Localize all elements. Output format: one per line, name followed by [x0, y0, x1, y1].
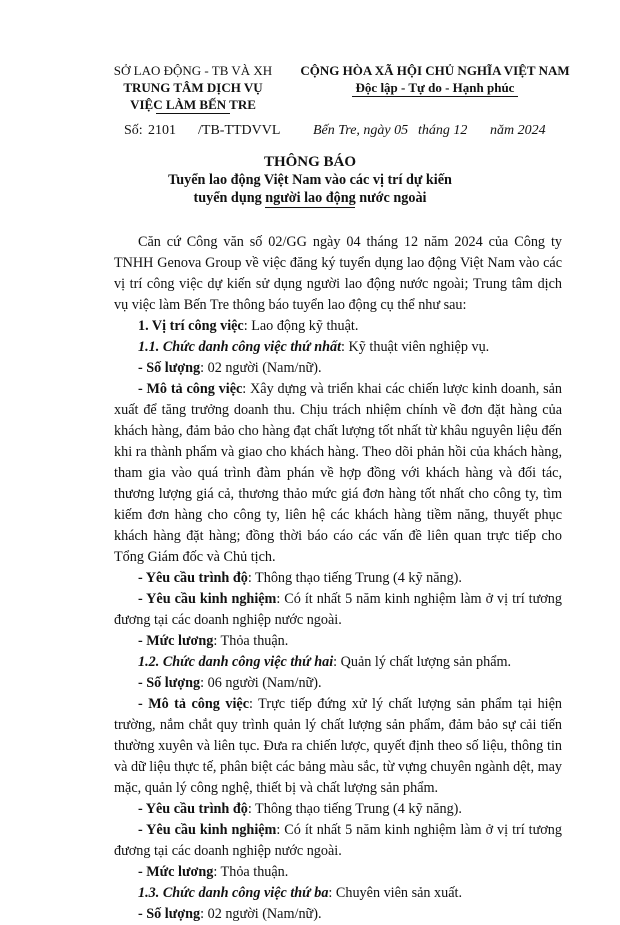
job1-education-value: : Thông thạo tiếng Trung (4 kỹ năng). [247, 570, 462, 586]
agency-name-line2: VIỆC LÀM BẾN TRE [130, 97, 256, 112]
job2-quantity-label: - Số lượng [138, 675, 201, 691]
intro-paragraph: Căn cứ Công văn số 02/GG ngày 04 tháng 12 năm 2024 của Công ty TNHH Genova Group về việc đăng ký tuyển dụng lao động Việt Nam vào các vị trí công việc dự kiến sử dụng người lao động nước ngoài; Trung tâm dịch vụ việc làm Bến Tre thông báo tuyển lao động cụ thể như sau: [114, 234, 562, 313]
date-month: tháng 12 [418, 123, 468, 138]
agency-underline [156, 113, 230, 114]
job1-salary-value: : Thỏa thuận. [213, 633, 289, 649]
job1-education-label: - Yêu cầu trình độ [138, 570, 248, 586]
job3-quantity-label: - Số lượng [138, 906, 201, 922]
job2-title-label: 1.2. Chức danh công việc thứ hai [138, 654, 334, 670]
doc-number: 2101 [148, 123, 176, 138]
job1-title-label: 1.1. Chức danh công việc thứ nhất [138, 339, 342, 355]
job1-salary-label: - Mức lương [138, 633, 214, 649]
job2-title-value: : Quản lý chất lượng sản phẩm. [333, 654, 512, 670]
job2-education [114, 799, 562, 820]
job1-description-value: : Xây dựng và triển khai các chiến lược kinh doanh, sản xuất để tăng trưởng doanh thu. Chịu trách nhiệm chính về đơn đặt hàng của khách hàng, đảm bảo cho hàng đạt chất lượng tốt nhất từ khâu nguyên liệu đến khi ra thành phẩm và giao cho khách hàng. Theo dõi phản hồi của khách hàng, tham gia vào quá trình đàm phán về hợp đồng với khách hàng và đối tác, thương lượng giá cả, thương thảo mức giá đơn hàng tốt nhất cho công ty, tìm kiếm đơn hàng cho công ty, liên hệ các khách hàng tiềm năng, thuyết phục khách hàng đặt hàng; đồng thời báo cáo các vấn đề liên quan trực tiếp cho Tổng Giám đốc và Chủ tịch. [114, 381, 562, 565]
job3-title-value: : Chuyên viên sản xuất. [328, 885, 462, 901]
job1-quantity [114, 358, 562, 379]
job1-title [114, 337, 562, 358]
job2-experience-value: : Có ít nhất 5 năm kinh nghiệm làm ở vị trí tương đương tại các doanh nghiệp nước ngoài. [114, 822, 562, 859]
job1-description [114, 379, 562, 568]
job1-quantity-value: : 02 người (Nam/nữ). [200, 360, 322, 376]
job1-title-value: : Kỹ thuật viên nghiệp vụ. [341, 339, 490, 355]
job3-title [114, 883, 562, 904]
job2-description-value: : Trực tiếp đứng xử lý chất lượng sản phẩm tại hiện trường, nắm chắt quy trình quản lý chất lượng sản phẩm, đảm bảo sự cải tiến thường xuyên và liên tục. Đưa ra chiến lược, quyết định theo số liệu, thông tin và dữ liệu thực tế, phân biệt các bảng màu sắc, từ vựng chuyên ngành dệt, may mặc, quản lý công nghệ, thiết bị và chất lượng sản phẩm. [114, 696, 562, 796]
job2-description-label: - Mô tả công việc [138, 696, 249, 712]
job3-quantity-value: : 02 người (Nam/nữ). [200, 906, 322, 922]
document-body [114, 232, 562, 925]
doc-subtitle-line2: tuyển dụng người lao động nước ngoài [193, 190, 427, 206]
job1-experience-value: : Có ít nhất 5 năm kinh nghiệm làm ở vị trí tương đương tại các doanh nghiệp nước ngoài. [114, 591, 562, 628]
doc-subtitle-line1: Tuyển lao động Việt Nam vào các vị trí dự kiến [168, 172, 452, 188]
job1-description-label: - Mô tả công việc [138, 381, 243, 397]
section-1 [114, 316, 562, 337]
job2-quantity [114, 673, 562, 694]
job2-education-value: : Thông thạo tiếng Trung (4 kỹ năng). [247, 801, 462, 817]
job2-experience [114, 820, 562, 862]
place-date: Bến Tre, ngày 05 [313, 123, 409, 138]
job1-experience [114, 589, 562, 631]
job1-experience-label: - Yêu cầu kinh nghiệm [138, 591, 277, 607]
motto-underline [352, 96, 518, 97]
job2-experience-label: - Yêu cầu kinh nghiệm [138, 822, 277, 838]
doc-title: THÔNG BÁO [263, 154, 357, 170]
job3-quantity [114, 904, 562, 925]
job3-title-label: 1.3. Chức danh công việc thứ ba [138, 885, 329, 901]
job1-salary [114, 631, 562, 652]
job2-salary [114, 862, 562, 883]
doc-number-label: Số: [124, 123, 143, 138]
job2-education-label: - Yêu cầu trình độ [138, 801, 248, 817]
job1-quantity-label: - Số lượng [138, 360, 201, 376]
agency-name-line1: TRUNG TÂM DỊCH VỤ [123, 80, 263, 95]
job2-title [114, 652, 562, 673]
job2-description [114, 694, 562, 799]
section-1-label: 1. Vị trí công việc [138, 318, 244, 334]
title-underline [265, 207, 355, 208]
agency-parent: SỞ LAO ĐỘNG - TB VÀ XH [113, 63, 273, 78]
doc-code: /TB-TTDVVL [198, 123, 281, 138]
job2-salary-label: - Mức lương [138, 864, 214, 880]
nation-title: CỘNG HÒA XÃ HỘI CHỦ NGHĨA VIỆT NAM [300, 63, 570, 78]
date-year: năm 2024 [490, 123, 546, 138]
nation-motto: Độc lập - Tự do - Hạnh phúc [355, 80, 515, 95]
job2-salary-value: : Thỏa thuận. [213, 864, 289, 880]
section-1-value: : Lao động kỹ thuật. [243, 318, 359, 334]
job2-quantity-value: : 06 người (Nam/nữ). [200, 675, 322, 691]
job1-education [114, 568, 562, 589]
